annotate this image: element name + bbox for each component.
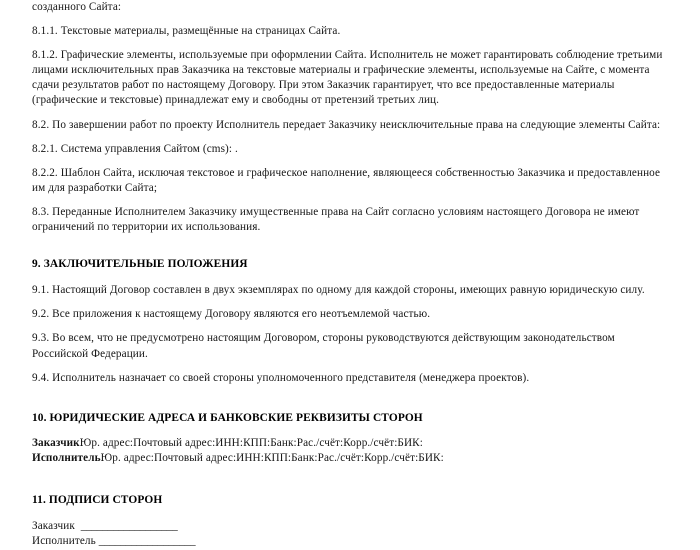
clause-8-1-2: 8.1.2. Графические элементы, используемые при оформлении Сайта. Исполнитель не может гарантировать соблюдение третьими лицами исключительных прав Заказчика на текстовые материалы и графические элементы, используемые на Сайте, с момента сдачи результатов работ по настоящему Договору. При этом Заказчик гарантирует, что все предоставленные материалы (графические и текстовые) принадлежат ему и свободны от претензий третьих лиц. [32, 49, 663, 107]
requisites-contractor-label: Исполнитель [32, 452, 101, 465]
signatures-block [32, 519, 668, 550]
section-10-heading-block [32, 411, 668, 426]
section-11-heading-block [32, 493, 668, 508]
requisites-customer-label: Заказчик [32, 436, 80, 449]
clause-9-3: 9.3. Во всем, что не предусмотрено настоящим Договором, стороны руководствуются действующим законодательством Российской Федерации. [32, 332, 615, 360]
clause-8-2-2: 8.2.2. Шаблон Сайта, исключая текстовое и графическое наполнение, являющееся собственностью Заказчика и предоставленное им для разработки Сайта; [32, 166, 661, 194]
continued-paragraph: созданного Сайта: [32, 1, 122, 13]
requisites-customer-details: Юр. адрес:Почтовый адрес:ИНН:КПП:Банк:Рас./счёт:Корр./счёт:БИК: [79, 436, 423, 449]
requisites-contractor-details: Юр. адрес:Почтовый адрес:ИНН:КПП:Банк:Рас./счёт:Корр./счёт:БИК: [100, 452, 444, 465]
signature-contractor-label: Исполнитель [32, 535, 96, 548]
section-11-heading: 11. ПОДПИСИ СТОРОН [32, 493, 163, 506]
signature-customer-rule: __________________ [80, 519, 178, 532]
clause-8-2-1: 8.2.1. Система управления Сайтом (cms): . [32, 142, 238, 155]
clause-9-1: 9.1. Настоящий Договор составлен в двух экземплярах по одному для каждой стороны, имеющих равную юридическую силу. [32, 284, 645, 297]
signature-customer-label: Заказчик [32, 519, 75, 532]
requisites-row-customer [32, 436, 668, 451]
clause-8-1-1: 8.1.1. Текстовые материалы, размещённые на страницах Сайта. [32, 25, 341, 38]
clause-9-4: 9.4. Исполнитель назначает со своей стороны уполномоченного представителя (менеджера проектов). [32, 371, 530, 384]
signature-row-contractor [32, 534, 668, 549]
requisites-row-contractor [32, 451, 668, 466]
requisites-block [32, 436, 668, 467]
signature-row-customer [32, 519, 668, 534]
signature-contractor-rule: __________________ [98, 535, 196, 548]
document-body [32, 0, 668, 550]
clause-9-2: 9.2. Все приложения к настоящему Договору являются его неотъемлемой частью. [32, 308, 431, 321]
clause-8-2: 8.2. По завершении работ по проекту Исполнитель передает Заказчику неисключительные права на следующие элементы Сайта: [32, 118, 661, 131]
section-9-heading-block [32, 257, 668, 272]
section-10-heading: 10. ЮРИДИЧЕСКИЕ АДРЕСА И БАНКОВСКИЕ РЕКВИЗИТЫ СТОРОН [32, 411, 423, 424]
section-9-heading: 9. ЗАКЛЮЧИТЕЛЬНЫЕ ПОЛОЖЕНИЯ [32, 258, 248, 271]
clause-8-3: 8.3. Переданные Исполнителем Заказчику имущественные права на Сайт согласно условиям настоящего Договора не имеют ограничений по территории их использования. [32, 205, 640, 234]
